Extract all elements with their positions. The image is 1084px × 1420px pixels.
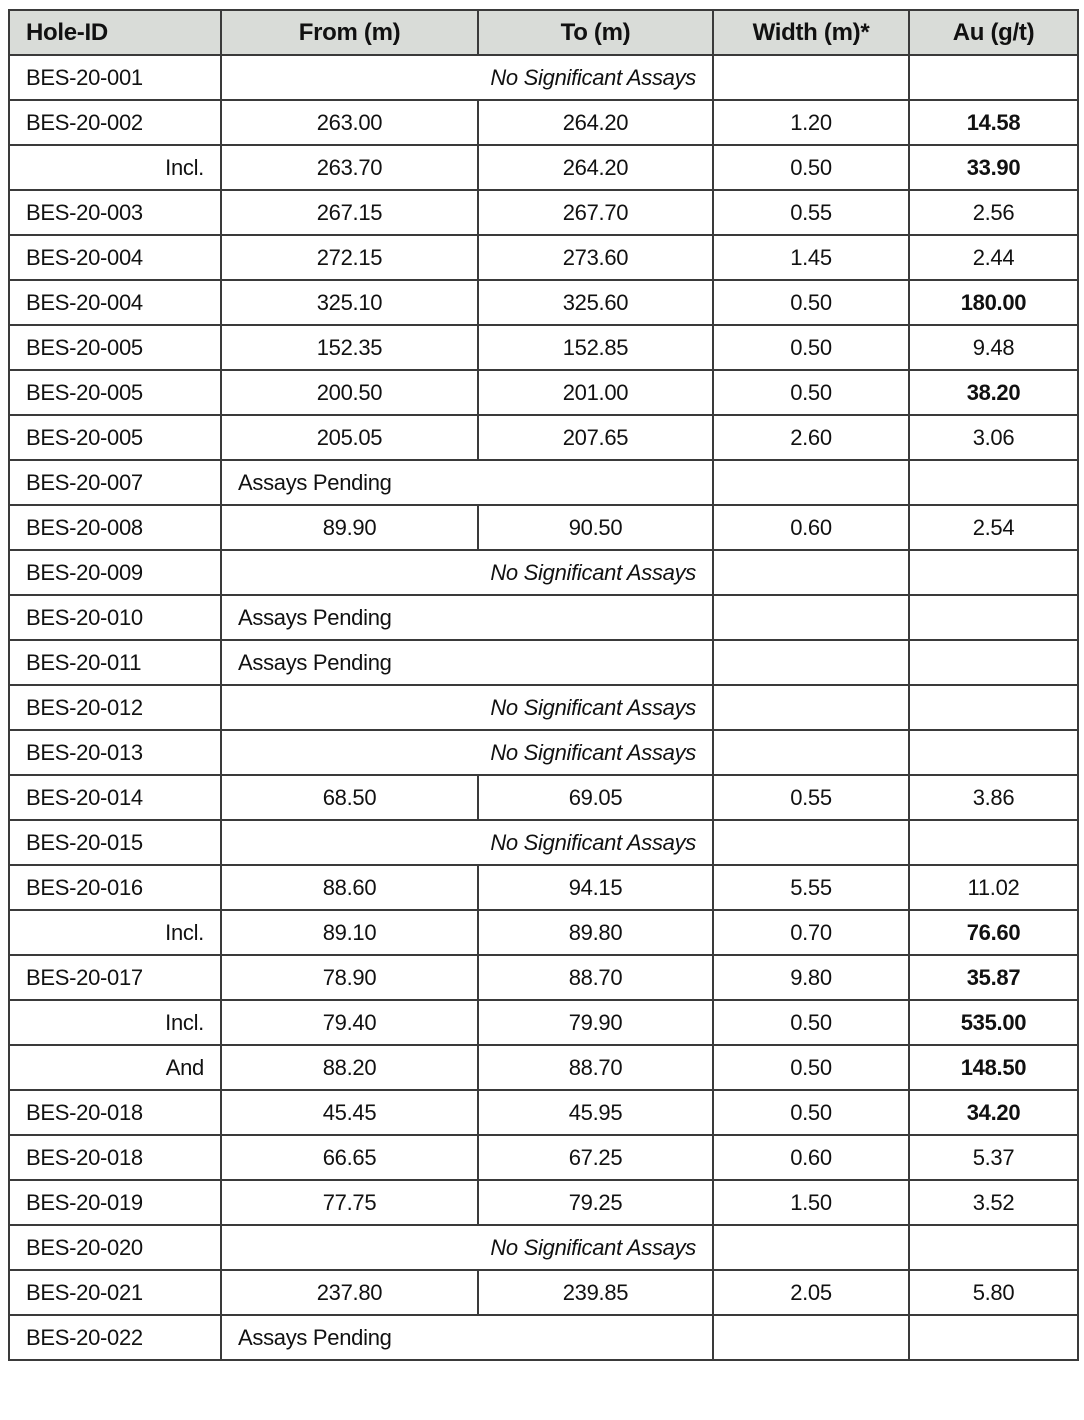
width-cell — [713, 460, 909, 505]
hole-id-cell: BES-20-019 — [9, 1180, 221, 1225]
table-row — [9, 1000, 1078, 1045]
table-row — [9, 955, 1078, 1000]
table-row — [9, 55, 1078, 100]
to-cell: 88.70 — [478, 1045, 713, 1090]
au-cell — [909, 55, 1078, 100]
width-cell: 2.05 — [713, 1270, 909, 1315]
header-width: Width (m)* — [713, 10, 909, 55]
to-cell: 267.70 — [478, 190, 713, 235]
to-cell: 89.80 — [478, 910, 713, 955]
au-cell: 5.80 — [909, 1270, 1078, 1315]
au-cell: 11.02 — [909, 865, 1078, 910]
au-cell: 33.90 — [909, 145, 1078, 190]
hole-id-cell: BES-20-004 — [9, 280, 221, 325]
table-row — [9, 1180, 1078, 1225]
table-row — [9, 235, 1078, 280]
hole-id-cell: BES-20-011 — [9, 640, 221, 685]
hole-id-cell: BES-20-007 — [9, 460, 221, 505]
width-cell — [713, 595, 909, 640]
table-row — [9, 1045, 1078, 1090]
au-cell: 180.00 — [909, 280, 1078, 325]
header-hole-id: Hole-ID — [9, 10, 221, 55]
au-cell: 3.86 — [909, 775, 1078, 820]
au-cell: 535.00 — [909, 1000, 1078, 1045]
au-cell — [909, 730, 1078, 775]
assays-pending-note: Assays Pending — [221, 640, 713, 685]
hole-id-cell: BES-20-013 — [9, 730, 221, 775]
hole-id-cell: BES-20-009 — [9, 550, 221, 595]
no-significant-assays-note: No Significant Assays — [221, 820, 713, 865]
table-row — [9, 775, 1078, 820]
width-cell: 1.45 — [713, 235, 909, 280]
to-cell: 264.20 — [478, 100, 713, 145]
au-cell — [909, 820, 1078, 865]
no-significant-assays-note: No Significant Assays — [221, 730, 713, 775]
from-cell: 200.50 — [221, 370, 478, 415]
width-cell: 0.50 — [713, 325, 909, 370]
table-row — [9, 505, 1078, 550]
width-cell: 0.50 — [713, 1045, 909, 1090]
hole-id-cell: BES-20-008 — [9, 505, 221, 550]
no-significant-assays-note: No Significant Assays — [221, 685, 713, 730]
table-row — [9, 820, 1078, 865]
to-cell: 90.50 — [478, 505, 713, 550]
from-cell: 68.50 — [221, 775, 478, 820]
hole-id-cell: BES-20-002 — [9, 100, 221, 145]
assays-pending-note: Assays Pending — [221, 595, 713, 640]
from-cell: 152.35 — [221, 325, 478, 370]
table-row — [9, 325, 1078, 370]
to-cell: 207.65 — [478, 415, 713, 460]
hole-id-cell: BES-20-003 — [9, 190, 221, 235]
table-row — [9, 910, 1078, 955]
table-row — [9, 1315, 1078, 1360]
from-cell: 79.40 — [221, 1000, 478, 1045]
no-significant-assays-note: No Significant Assays — [221, 1225, 713, 1270]
hole-id-cell: BES-20-012 — [9, 685, 221, 730]
from-cell: 237.80 — [221, 1270, 478, 1315]
au-cell — [909, 550, 1078, 595]
width-cell — [713, 640, 909, 685]
width-cell: 0.50 — [713, 280, 909, 325]
from-cell: 325.10 — [221, 280, 478, 325]
width-cell — [713, 685, 909, 730]
au-cell: 2.56 — [909, 190, 1078, 235]
from-cell: 272.15 — [221, 235, 478, 280]
from-cell: 263.70 — [221, 145, 478, 190]
no-significant-assays-note: No Significant Assays — [221, 55, 713, 100]
to-cell: 273.60 — [478, 235, 713, 280]
width-cell: 0.55 — [713, 775, 909, 820]
to-cell: 67.25 — [478, 1135, 713, 1180]
au-cell — [909, 1225, 1078, 1270]
hole-id-cell: And — [9, 1045, 221, 1090]
hole-id-cell: BES-20-001 — [9, 55, 221, 100]
width-cell: 0.50 — [713, 1090, 909, 1135]
table-row — [9, 595, 1078, 640]
assay-results-table — [8, 9, 1079, 1361]
to-cell: 94.15 — [478, 865, 713, 910]
width-cell: 0.60 — [713, 505, 909, 550]
to-cell: 239.85 — [478, 1270, 713, 1315]
to-cell: 152.85 — [478, 325, 713, 370]
width-cell — [713, 820, 909, 865]
table-row — [9, 550, 1078, 595]
width-cell: 2.60 — [713, 415, 909, 460]
hole-id-cell: BES-20-021 — [9, 1270, 221, 1315]
header-au: Au (g/t) — [909, 10, 1078, 55]
from-cell: 89.90 — [221, 505, 478, 550]
width-cell: 0.60 — [713, 1135, 909, 1180]
hole-id-cell: Incl. — [9, 910, 221, 955]
width-cell: 9.80 — [713, 955, 909, 1000]
table-row — [9, 1135, 1078, 1180]
au-cell — [909, 460, 1078, 505]
to-cell: 264.20 — [478, 145, 713, 190]
au-cell: 148.50 — [909, 1045, 1078, 1090]
to-cell: 201.00 — [478, 370, 713, 415]
au-cell — [909, 1315, 1078, 1360]
au-cell: 38.20 — [909, 370, 1078, 415]
from-cell: 89.10 — [221, 910, 478, 955]
hole-id-cell: Incl. — [9, 145, 221, 190]
from-cell: 88.20 — [221, 1045, 478, 1090]
hole-id-cell: BES-20-020 — [9, 1225, 221, 1270]
au-cell: 35.87 — [909, 955, 1078, 1000]
assays-pending-note: Assays Pending — [221, 1315, 713, 1360]
from-cell: 78.90 — [221, 955, 478, 1000]
to-cell: 88.70 — [478, 955, 713, 1000]
table-row — [9, 100, 1078, 145]
width-cell — [713, 1315, 909, 1360]
au-cell: 3.06 — [909, 415, 1078, 460]
hole-id-cell: BES-20-005 — [9, 415, 221, 460]
au-cell: 34.20 — [909, 1090, 1078, 1135]
width-cell: 0.50 — [713, 370, 909, 415]
table-row — [9, 1270, 1078, 1315]
width-cell: 0.70 — [713, 910, 909, 955]
from-cell: 77.75 — [221, 1180, 478, 1225]
to-cell: 325.60 — [478, 280, 713, 325]
table-row — [9, 730, 1078, 775]
from-cell: 66.65 — [221, 1135, 478, 1180]
hole-id-cell: BES-20-022 — [9, 1315, 221, 1360]
hole-id-cell: BES-20-017 — [9, 955, 221, 1000]
au-cell: 2.54 — [909, 505, 1078, 550]
width-cell: 5.55 — [713, 865, 909, 910]
assays-pending-note: Assays Pending — [221, 460, 713, 505]
table-row — [9, 460, 1078, 505]
hole-id-cell: BES-20-016 — [9, 865, 221, 910]
au-cell: 9.48 — [909, 325, 1078, 370]
hole-id-cell: BES-20-014 — [9, 775, 221, 820]
width-cell: 0.50 — [713, 145, 909, 190]
table-row — [9, 1225, 1078, 1270]
au-cell: 14.58 — [909, 100, 1078, 145]
hole-id-cell: BES-20-004 — [9, 235, 221, 280]
table-row — [9, 145, 1078, 190]
hole-id-cell: BES-20-005 — [9, 325, 221, 370]
width-cell: 0.50 — [713, 1000, 909, 1045]
from-cell: 88.60 — [221, 865, 478, 910]
width-cell — [713, 1225, 909, 1270]
hole-id-cell: BES-20-018 — [9, 1135, 221, 1180]
to-cell: 69.05 — [478, 775, 713, 820]
hole-id-cell: Incl. — [9, 1000, 221, 1045]
table-row — [9, 1090, 1078, 1135]
width-cell — [713, 55, 909, 100]
no-significant-assays-note: No Significant Assays — [221, 550, 713, 595]
width-cell — [713, 550, 909, 595]
au-cell: 5.37 — [909, 1135, 1078, 1180]
au-cell — [909, 595, 1078, 640]
to-cell: 79.90 — [478, 1000, 713, 1045]
table-row — [9, 190, 1078, 235]
au-cell: 76.60 — [909, 910, 1078, 955]
width-cell: 1.20 — [713, 100, 909, 145]
table-row — [9, 370, 1078, 415]
from-cell: 267.15 — [221, 190, 478, 235]
to-cell: 79.25 — [478, 1180, 713, 1225]
au-cell — [909, 685, 1078, 730]
hole-id-cell: BES-20-005 — [9, 370, 221, 415]
width-cell — [713, 730, 909, 775]
header-row — [9, 10, 1078, 55]
table-row — [9, 280, 1078, 325]
from-cell: 45.45 — [221, 1090, 478, 1135]
table-row — [9, 415, 1078, 460]
to-cell: 45.95 — [478, 1090, 713, 1135]
header-from: From (m) — [221, 10, 478, 55]
hole-id-cell: BES-20-015 — [9, 820, 221, 865]
hole-id-cell: BES-20-018 — [9, 1090, 221, 1135]
table-row — [9, 685, 1078, 730]
from-cell: 205.05 — [221, 415, 478, 460]
header-to: To (m) — [478, 10, 713, 55]
hole-id-cell: BES-20-010 — [9, 595, 221, 640]
au-cell: 3.52 — [909, 1180, 1078, 1225]
table-row — [9, 865, 1078, 910]
table-row — [9, 640, 1078, 685]
from-cell: 263.00 — [221, 100, 478, 145]
au-cell — [909, 640, 1078, 685]
width-cell: 1.50 — [713, 1180, 909, 1225]
table-body — [9, 55, 1078, 1360]
width-cell: 0.55 — [713, 190, 909, 235]
au-cell: 2.44 — [909, 235, 1078, 280]
